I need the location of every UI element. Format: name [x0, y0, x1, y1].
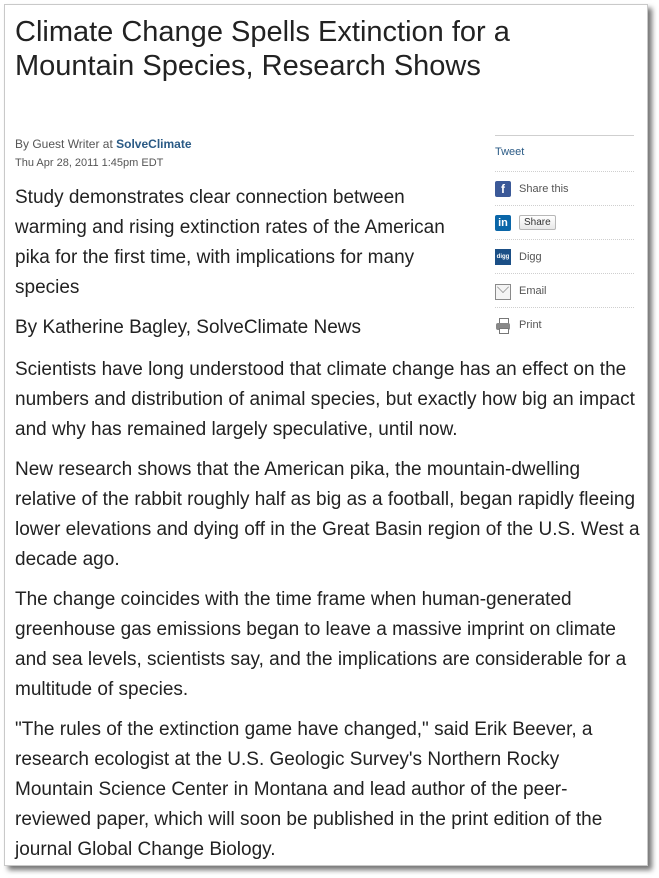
- envelope-icon: [495, 284, 511, 300]
- byline-prefix: By Guest Writer at: [15, 137, 117, 151]
- email-label: Email: [519, 284, 547, 297]
- article-deck: Study demonstrates clear connection between warming and rising extinction rates of the American pika for the first time, with implications for many species: [15, 187, 445, 298]
- linkedin-share-button[interactable]: [495, 206, 634, 240]
- facebook-share-label: Share this: [519, 182, 569, 195]
- byline: [15, 137, 192, 151]
- article-frame: [4, 4, 648, 866]
- digg-label: Digg: [519, 250, 542, 263]
- publish-date: Thu Apr 28, 2011 1:45pm EDT: [15, 157, 164, 169]
- facebook-share-button[interactable]: [495, 172, 634, 206]
- print-button[interactable]: [495, 308, 634, 341]
- linkedin-share-label: Share: [519, 215, 556, 230]
- digg-icon: digg: [495, 249, 511, 265]
- paragraph: "The rules of the extinction game have changed," said Erik Beever, a research ecologist at the U.S. Geologic Survey's Northern Rocky Mountain Science Center in Montana and lead author of the peer-reviewed paper, which will soon be published in the print edition of the journal Global Change Biology.: [15, 719, 603, 860]
- tweet-label: Tweet: [495, 146, 525, 158]
- facebook-icon: f: [495, 181, 511, 197]
- share-panel: [495, 135, 634, 341]
- paragraph: The change coincides with the time frame when human-generated greenhouse gas emissions began to leave a massive imprint on climate and sea levels, scientists say, and the implications are considerable for a multitude of species.: [15, 589, 627, 700]
- digg-button[interactable]: [495, 240, 634, 274]
- paragraph: Scientists have long understood that climate change has an effect on the numbers and distribution of animal species, but exactly how big an impact and why has remained largely speculative, until now.: [15, 359, 635, 440]
- tweet-button[interactable]: [495, 136, 634, 172]
- printer-icon: [495, 317, 511, 333]
- byline-source-link[interactable]: SolveClimate: [116, 137, 192, 151]
- linkedin-icon: in: [495, 215, 511, 231]
- paragraph: New research shows that the American pika, the mountain-dwelling relative of the rabbit roughly half as big as a football, began rapidly fleeing lower elevations and dying off in the Great Basin region of the U.S. West a decade ago.: [15, 459, 640, 570]
- print-label: Print: [519, 318, 542, 331]
- article-author: By Katherine Bagley, SolveClimate News: [15, 317, 362, 338]
- email-button[interactable]: [495, 274, 634, 308]
- article-title: Climate Change Spells Extinction for a Mountain Species, Research Shows: [15, 16, 510, 82]
